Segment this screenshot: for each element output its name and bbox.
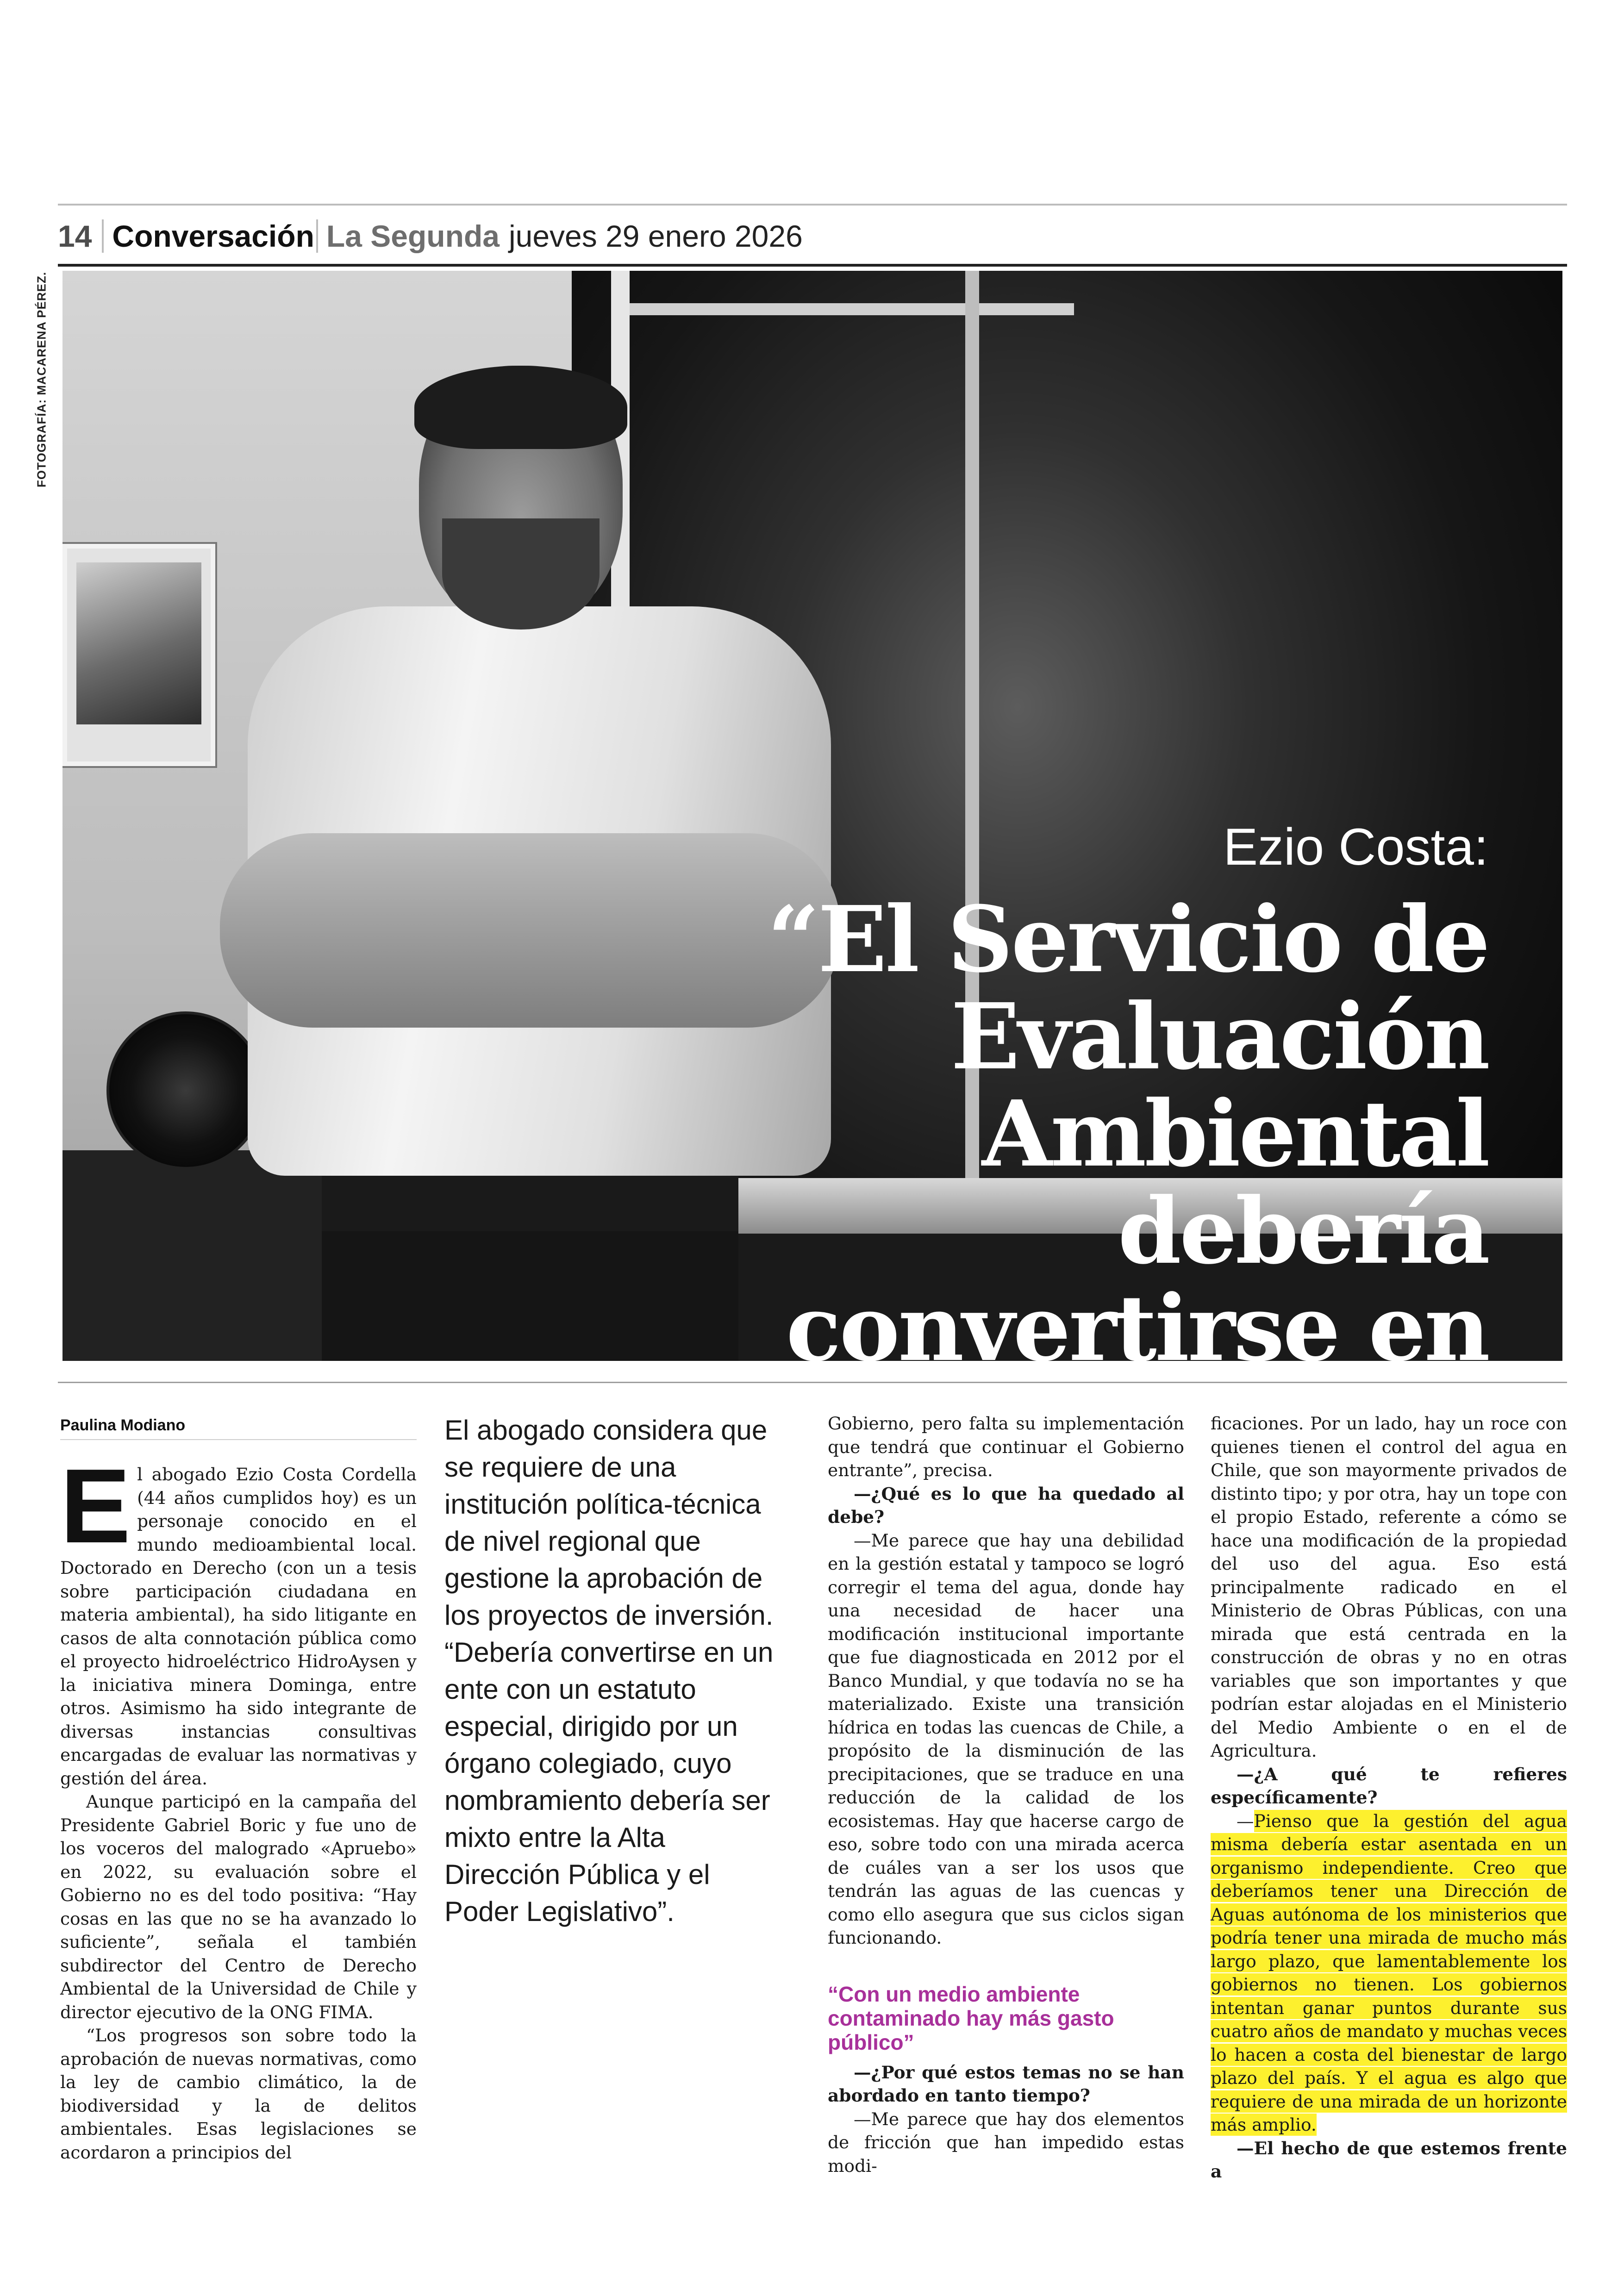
header-divider bbox=[102, 219, 104, 253]
page-header bbox=[58, 211, 1567, 262]
question: —El hecho de que estemos frente a bbox=[1211, 2138, 1567, 2182]
headline: “El Servicio de Evaluación Ambiental debería convertirse en bbox=[767, 886, 1488, 1361]
paragraph: —Me parece que hay una debilidad en la gestión estatal y tampoco se logró corregir el tema del agua, donde hay una necesidad de hacer una modificación institucional importante que fue diagnosticada en 2012 por el Banco Mundial, y que todavía no se ha materializado. Existe una transición hídrica en todas las cuencas de Chile, a propósito de la disminución de las precipitaciones, que se traduce en una reducción de la calidad de los ecosistemas. Hay que hacerse cargo de eso, sobre todo con una mirada acerca de cuáles van a ser los usos que tendrán las aguas de las cuencas y como ello asegura que sus ciclos sigan funcionando. bbox=[828, 1530, 1184, 1948]
photo-rule bbox=[58, 1382, 1567, 1383]
paragraph: —Pienso que la gestión del agua misma debería estar asentada en un organismo independiente. Creo que deberíamos tener una Dirección de Aguas autónoma de los ministerios que podría tener una mirada de mucho más largo plazo, que lamentablemente los gobiernos no tienen. Los gobiernos intentan ganar puntos durante sus cuatro años de mandato y muchas veces lo hacen a costa del bienestar de largo plazo del país. Y el agua es algo que requiere de una mirada de un horizonte más amplio. bbox=[1211, 1810, 1567, 2135]
headline-kicker: Ezio Costa: bbox=[1223, 818, 1488, 876]
article-lede: El abogado considera que se requiere de una institución política-técnica de nivel regional que gestione la aprobación de los proyectos de inversión. “Debería convertirse en un ente con un estatuto especial, dirigido por un órgano colegiado, cuyo nombramiento debería ser mixto entre la Alta Dirección Pública y el Poder Legislativo”. bbox=[444, 1415, 774, 1927]
section-name: Conversación bbox=[112, 219, 314, 253]
subheading: “Con un medio ambiente contaminado hay más gasto público” bbox=[828, 1982, 1114, 2054]
top-rule bbox=[58, 204, 1567, 206]
wall-picture bbox=[62, 544, 215, 766]
paragraph: —Me parece que hay dos elementos de fricción que han impedido estas modi- bbox=[828, 2108, 1184, 2176]
paragraph: Gobierno, pero falta su implementación que tendrá que continuar el Gobierno entrante”, precisa. bbox=[828, 1413, 1184, 1480]
dropcap: E bbox=[60, 1447, 131, 1565]
paragraph: Aunque participó en la campaña del Presidente Gabriel Boric y fue uno de los voceros del malogrado «Apruebo» en 2022, su evaluación sobre el Gobierno no es del todo positiva: “Hay cosas en las que no se ha avanzado lo suficiente”, señala el también subdirector del Centro de Derecho Ambiental de la Universidad de Chile y director ejecutivo de la ONG FIMA. bbox=[60, 1791, 417, 2022]
photo-credit: FOTOGRAFÍA: MACARENA PÉREZ. bbox=[34, 271, 49, 488]
article-column-1 bbox=[60, 1447, 417, 2164]
header-divider bbox=[316, 219, 318, 253]
publication-name: La Segunda bbox=[326, 219, 500, 253]
article-column-3 bbox=[828, 1412, 1184, 2177]
highlighted-answer: Pienso que la gestión del agua misma debería estar asentada en un organismo independiente. Creo que deberíamos tener una Dirección de Aguas autónoma de los ministerios que podría tener una mirada de mucho más largo plazo, que lamentablemente los gobiernos no tienen. Los gobiernos intentan ganar puntos durante sus cuatro años de mandato y muchas veces lo hacen a costa del bienestar de largo plazo del país. Y el agua es algo que requiere de una mirada de un horizonte más amplio. bbox=[1211, 1810, 1567, 2135]
paragraph: l abogado Ezio Costa Cordella (44 años cumplidos hoy) es un personaje conocido en el mundo medioambiental local. Doctorado en Derecho (con un a tesis sobre participación ciudadana en materia ambiental), ha sido litigante en casos de alta connotación pública como el proyecto hidroeléctrico HidroAysen y la iniciativa minera Dominga, entre otros. Asimismo ha sido integrante de diversas instancias consultivas encargadas de evaluar las normativas y gestión del área. bbox=[60, 1464, 417, 1789]
portrait-photo bbox=[62, 271, 1562, 1361]
header-rule bbox=[58, 264, 1567, 267]
publication-date: jueves 29 enero 2026 bbox=[508, 219, 803, 253]
article-column-4 bbox=[1211, 1412, 1567, 2183]
question: —¿Por qué estos temas no se han abordado en tanto tiempo? bbox=[828, 2062, 1184, 2106]
paragraph: ficaciones. Por un lado, hay un roce con quienes tienen el control del agua en Chile, que son mayormente privados de distinto tipo; y por otra, hay un tope con el propio Estado, referente a cómo se hace una modificación de la propiedad del uso del agua. Eso está principalmente radicado en el Ministerio de Obras Públicas, con una mirada que está centrada en la construcción de obras y no en otras variables que son importantes y que podrían estar alojadas en el Ministerio del Medio Ambiente o en el de Agricultura. bbox=[1211, 1413, 1567, 1761]
question: —¿A qué te refieres específicamente? bbox=[1211, 1764, 1567, 1808]
question: —¿Qué es lo que ha quedado al debe? bbox=[828, 1483, 1184, 1527]
byline: Paulina Modiano bbox=[60, 1416, 417, 1440]
paragraph: “Los progresos son sobre todo la aprobación de nuevas normativas, como la ley de cambio climático, la de biodiversidad y la de delitos ambientales. Esas legislaciones se acordaron a principios del bbox=[60, 2025, 417, 2163]
page-number: 14 bbox=[58, 219, 92, 253]
